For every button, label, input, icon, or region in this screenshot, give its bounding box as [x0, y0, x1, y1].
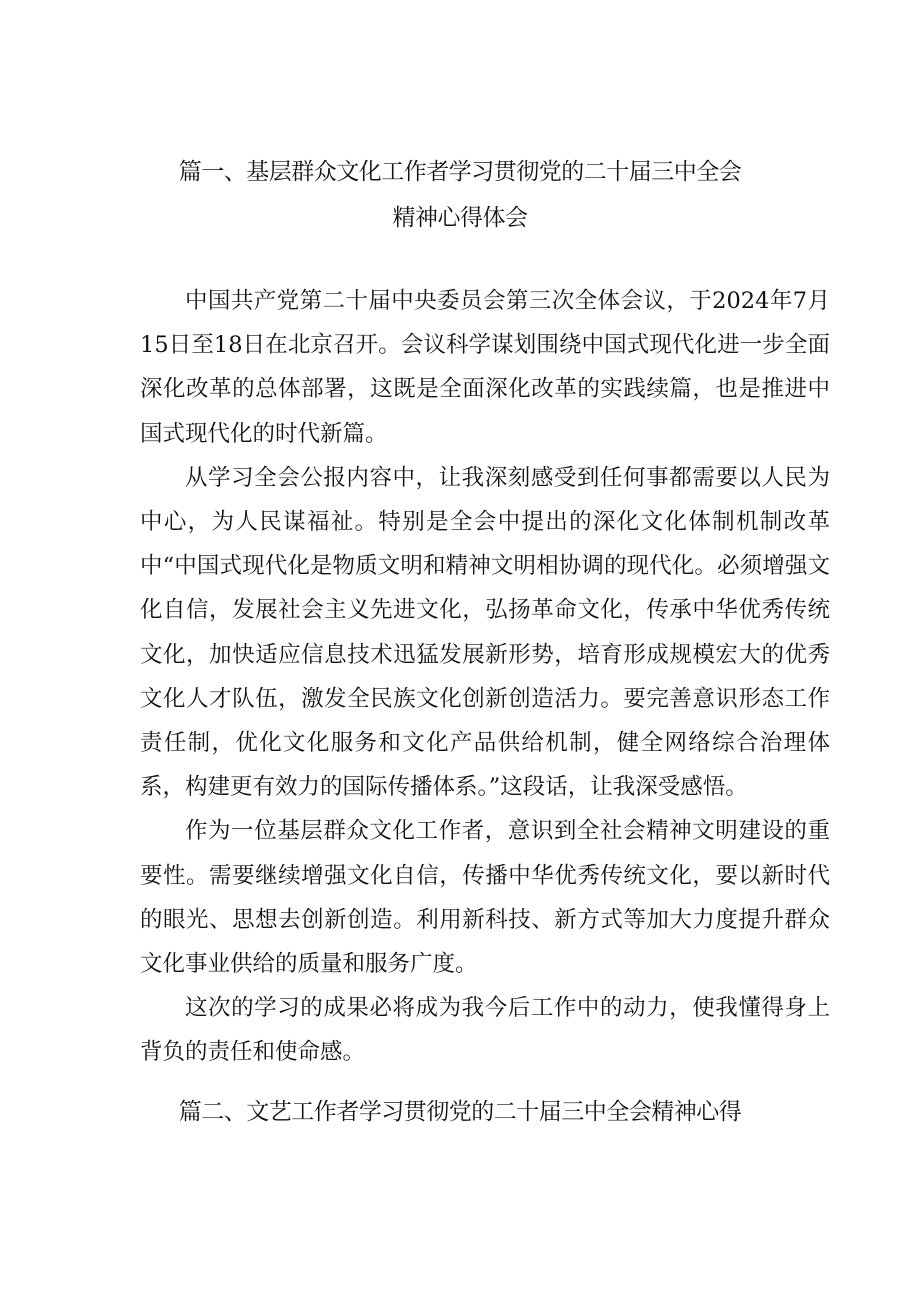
article1-title-line1: 篇一、基层群众文化工作者学习贯彻党的二十届三中全会 [178, 159, 742, 185]
article1-title-line2: 精神心得体会 [392, 205, 528, 231]
article2-title: 篇二、文艺工作者学习贯彻党的二十届三中全会精神心得 [178, 1099, 742, 1125]
article1-paragraph-1: 中国共产党第二十届中央委员会第三次全体会议，于2024年7月15日至18日在北京召开。会议科学谋划围绕中国式现代化进一步全面深化改革的总体部署，这既是全面深化改革的实践续篇，也是推进中国式现代化的时代新篇。 [140, 288, 830, 447]
article1-paragraph-2: 从学习全会公报内容中，让我深刻感受到任何事都需要以人民为中心，为人民谋福祉。特别是全会中提出的深化文化体制机制改革中“中国式现代化是物质文明和精神文明相协调的现代化。必须增强文化自信，发展社会主义先进文化，弘扬革命文化，传承中华优秀传统文化，加快适应信息技术迅猛发展新形势，培育形成规模宏大的优秀文化人才队伍，激发全民族文化创新创造活力。要完善意识形态工作责任制，优化文化服务和文化产品供给机制，健全网络综合治理体系，构建更有效力的国际传播体系。”这段话，让我深受感悟。 [140, 464, 830, 801]
article1-paragraph-3: 作为一位基层群众文化工作者，意识到全社会精神文明建设的重要性。需要继续增强文化自信，传播中华优秀传统文化，要以新时代的眼光、思想去创新创造。利用新科技、新方式等加大力度提升群众文化事业供给的质量和服务广度。 [140, 818, 830, 978]
article1-paragraph-4: 这次的学习的成果必将成为我今后工作中的动力，使我懂得身上背负的责任和使命感。 [140, 995, 830, 1066]
article1-body [140, 279, 830, 1075]
